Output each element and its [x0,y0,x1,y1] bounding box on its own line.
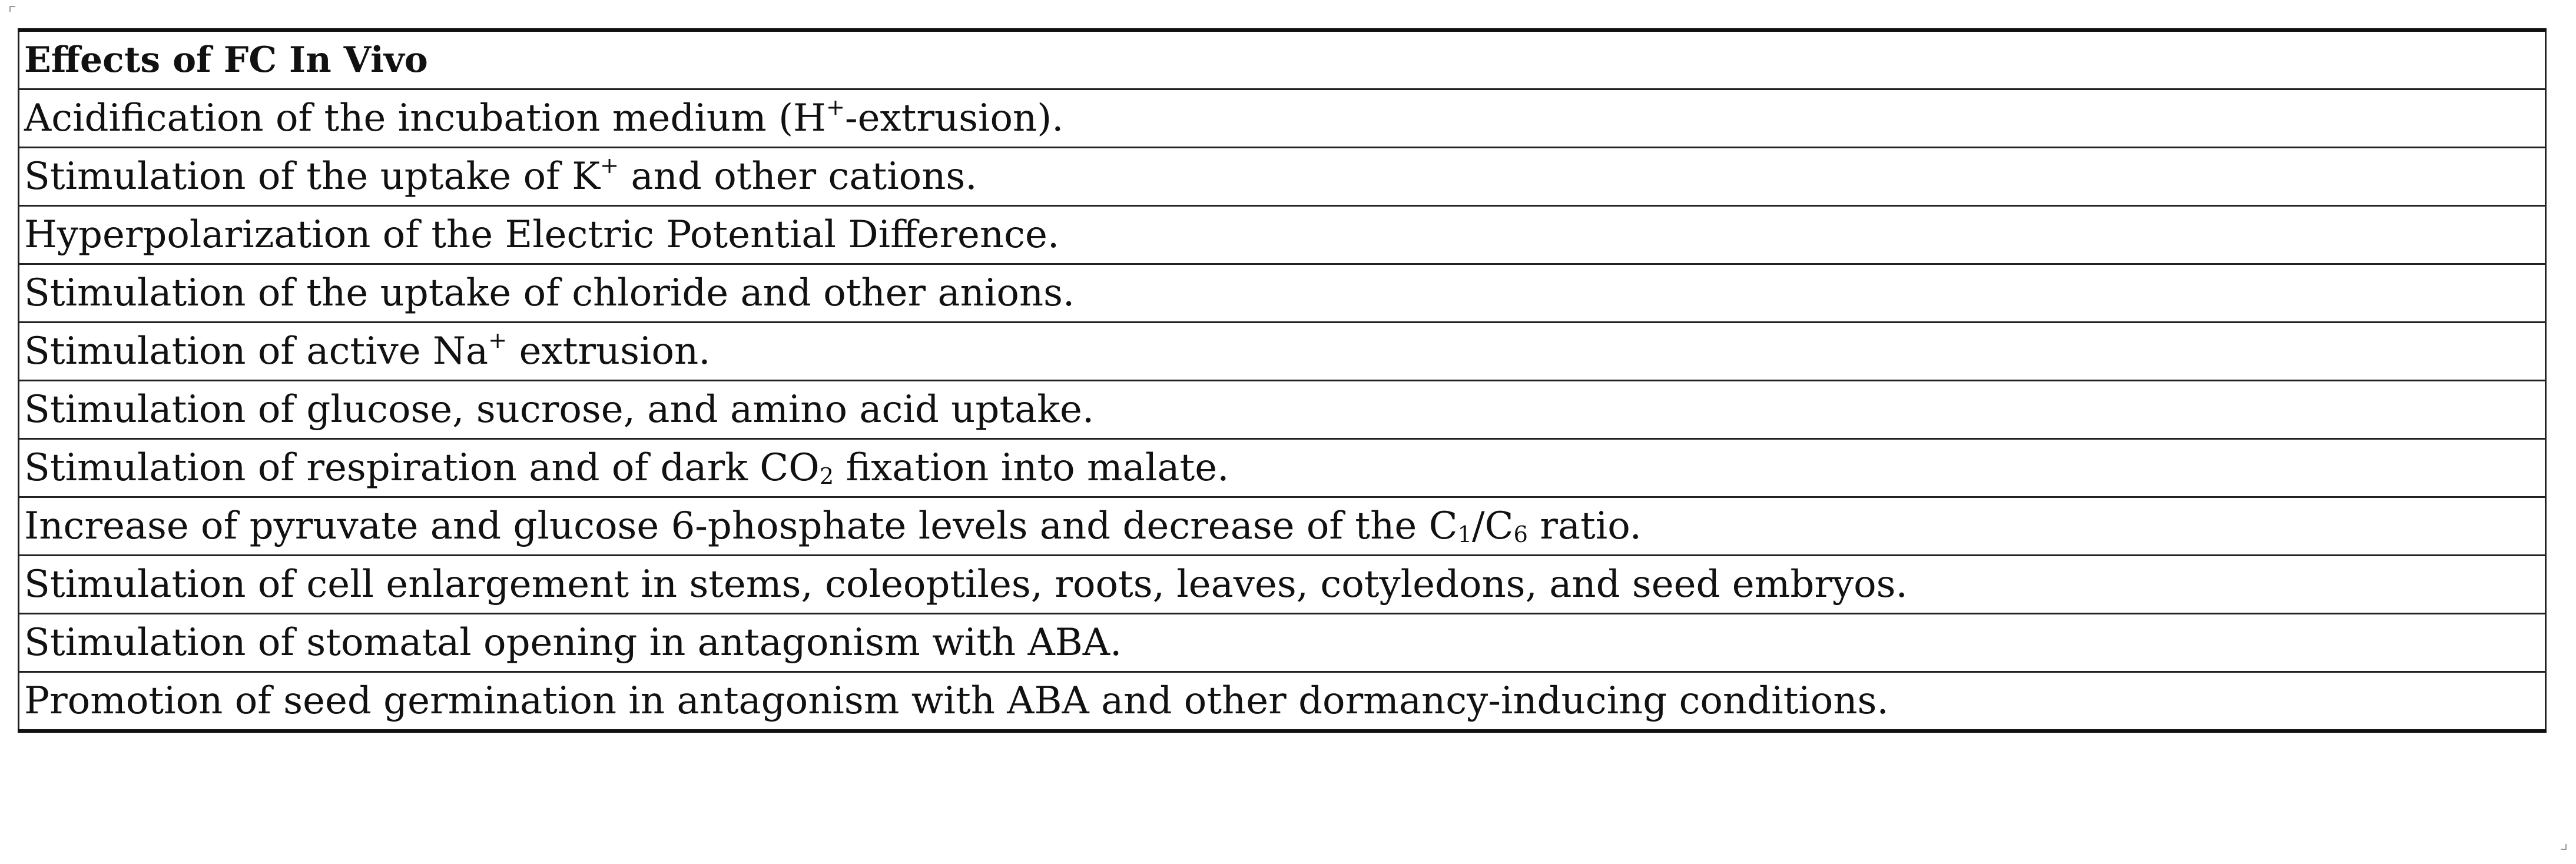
cell-text: fixation into malate. [834,446,1229,490]
table-row [19,206,2546,264]
table-header-cell: Effects of FC In Vivo [19,30,2546,89]
table-row [19,381,2546,439]
subscript: 2 [819,463,834,490]
cell-text: Acidification of the incubation medium (H [24,97,826,140]
table-cell [19,497,2546,556]
superscript: + [600,152,619,180]
table-cell: Stimulation of cell enlargement in stems, coleoptiles, roots, leaves, cotyledons, and seed embryos. [19,556,2546,614]
table-cell [19,439,2546,497]
table-row [19,556,2546,614]
table-cell [19,323,2546,381]
table-cell: Stimulation of stomatal opening in antagonism with ABA. [19,614,2546,672]
table-row [19,439,2546,497]
subscript: 6 [1513,521,1528,548]
cell-text: extrusion. [507,330,711,373]
table-row [19,497,2546,556]
effects-table [18,28,2547,733]
table-row [19,148,2546,206]
cell-text: /C [1471,504,1514,548]
cell-text: -extrusion). [845,97,1064,140]
table-row [19,89,2546,148]
table-row [19,672,2546,732]
table-cell: Stimulation of the uptake of chloride and other anions. [19,264,2546,323]
superscript: + [825,94,846,121]
table-row [19,264,2546,323]
table-cell [19,89,2546,148]
subscript: 1 [1457,521,1472,548]
superscript: + [488,327,508,354]
table-row [19,614,2546,672]
table-cell: Stimulation of glucose, sucrose, and amino acid uptake. [19,381,2546,439]
table-cell [19,148,2546,206]
cell-text: Stimulation of respiration and of dark CO [24,446,820,490]
table-header-row [19,30,2546,89]
cell-text: Increase of pyruvate and glucose 6-phosphate levels and decrease of the C [24,504,1458,548]
table-cell: Promotion of seed germination in antagonism with ABA and other dormancy-inducing conditions. [19,672,2546,732]
table-cell: Hyperpolarization of the Electric Potential Difference. [19,206,2546,264]
crop-mark-bottom-right [2561,844,2567,850]
cell-text: ratio. [1527,504,1642,548]
table-row [19,323,2546,381]
crop-mark-top-left [9,6,15,12]
cell-text: and other cations. [619,155,977,198]
cell-text: Stimulation of active Na [24,330,489,373]
cell-text: Stimulation of the uptake of K [24,155,600,198]
